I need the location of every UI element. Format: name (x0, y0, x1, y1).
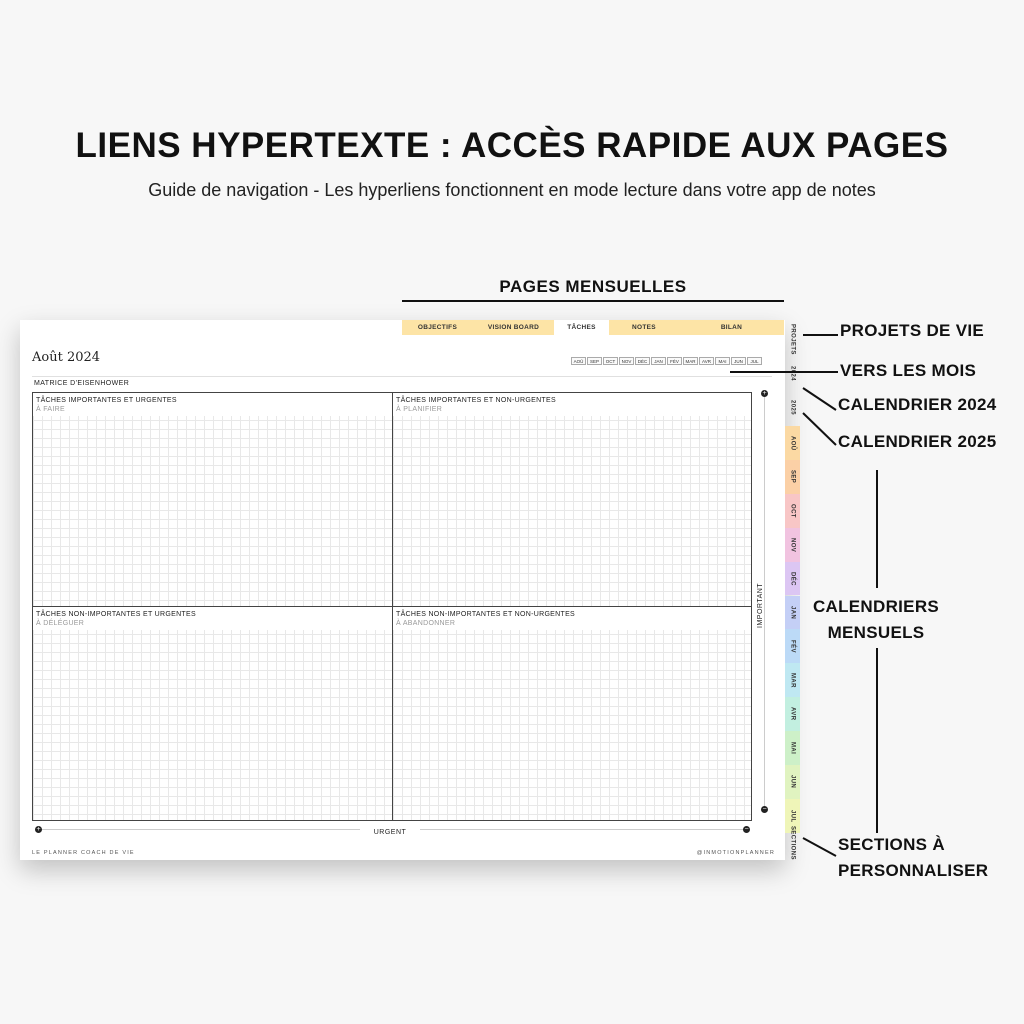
quadrant-title: TÂCHES IMPORTANTES ET URGENTES (36, 397, 177, 404)
month-link-jul[interactable]: JUL (747, 357, 762, 365)
divider (32, 376, 772, 377)
side-tab-label: JUN (789, 775, 796, 789)
month-links (571, 357, 763, 365)
month-link-fev[interactable]: FÉV (667, 357, 682, 365)
side-tab-2024[interactable]: 2024 (789, 365, 796, 381)
page-subtitle: Guide de navigation - Les hyperliens fonctionnent en mode lecture dans votre app de notes (148, 180, 876, 200)
side-tabs (785, 320, 800, 860)
side-tab-label: AVR (789, 707, 796, 721)
pages-mensuelles-line (402, 300, 784, 302)
label-pages-mensuelles: PAGES MENSUELLES (499, 277, 687, 296)
planner-page (20, 320, 796, 860)
footer-brand: LE PLANNER COACH DE VIE (32, 850, 135, 856)
side-tab-month[interactable] (785, 460, 800, 494)
footer-handle: @INMOTIONPLANNER (696, 850, 775, 856)
month-link-jun[interactable]: JUN (731, 357, 746, 365)
quadrant-title: TÂCHES IMPORTANTES ET NON-URGENTES (396, 397, 556, 404)
axis-label-urgent: URGENT (360, 829, 420, 836)
tab-vision-board[interactable]: VISION BOARD (473, 320, 554, 335)
quadrant-subtitle: À PLANIFIER (396, 406, 443, 413)
label-calendrier-2025: CALENDRIER 2025 (838, 432, 997, 451)
month-link-nov[interactable]: NOV (619, 357, 634, 365)
quadrant-eliminate[interactable] (392, 606, 752, 821)
side-tab-label: JUL (789, 809, 796, 823)
month-link-dec[interactable]: DÉC (635, 357, 650, 365)
quadrant-do[interactable] (32, 392, 393, 607)
quadrant-subtitle: À ABANDONNER (396, 620, 456, 627)
label-calendriers-mensuels: CALENDRIERS MENSUELS (812, 597, 940, 642)
quadrant-subtitle: À FAIRE (36, 406, 65, 413)
tab-notes[interactable]: NOTES (609, 320, 679, 335)
side-tab-month[interactable] (785, 426, 800, 460)
side-tab-month[interactable] (785, 528, 800, 562)
tab-bilan[interactable]: BILAN (679, 320, 784, 335)
top-tabs (402, 320, 784, 335)
label-projets-de-vie: PROJETS DE VIE (840, 321, 985, 340)
month-link-jan[interactable]: JAN (651, 357, 666, 365)
side-tab-projets[interactable]: PROJETS (789, 323, 796, 355)
side-tab-month[interactable] (785, 731, 800, 765)
side-tab-label: SEP (789, 470, 796, 484)
tab-taches[interactable]: TÂCHES (554, 320, 609, 335)
quadrant-title: TÂCHES NON-IMPORTANTES ET URGENTES (36, 611, 196, 618)
month-link-oct[interactable]: OCT (603, 357, 618, 365)
month-link-sep[interactable]: SEP (587, 357, 602, 365)
page-title: LIENS HYPERTEXTE : ACCÈS RAPIDE AUX PAGES (75, 126, 949, 165)
minus-icon: − (744, 826, 749, 833)
label-calendrier-2024: CALENDRIER 2024 (838, 395, 997, 414)
side-tab-sections[interactable]: SECTIONS (789, 825, 796, 860)
plus-icon: + (36, 826, 41, 833)
label-vers-les-mois: VERS LES MOIS (840, 361, 977, 380)
month-link-aou[interactable]: AOÛ (571, 357, 586, 365)
side-tab-label: JAN (789, 605, 796, 620)
side-tab-month[interactable] (785, 697, 800, 731)
quadrant-subtitle: À DÉLÉGUER (36, 620, 85, 627)
side-tab-label: FÉV (789, 639, 796, 653)
side-tab-label: NOV (789, 537, 796, 552)
side-tab-month[interactable] (785, 663, 800, 697)
axis-label-important: IMPORTANT (757, 582, 764, 628)
side-tab-2025[interactable]: 2025 (789, 399, 796, 415)
side-tab-label: MAR (789, 672, 796, 688)
month-link-avr[interactable]: AVR (699, 357, 714, 365)
side-tab-label: DÉC (789, 571, 796, 586)
side-tab-month[interactable] (785, 562, 800, 596)
label-sections: SECTIONS À PERSONNALISER (838, 835, 989, 880)
side-tab-month[interactable] (785, 765, 800, 799)
matrix-label: MATRICE D'EISENHOWER (34, 380, 130, 387)
month-link-mai[interactable]: MAI (715, 357, 730, 365)
side-tab-label: MAI (789, 741, 796, 755)
minus-icon: − (762, 806, 767, 813)
side-tab-label: AOÛ (789, 435, 796, 451)
tab-objectifs[interactable]: OBJECTIFS (402, 320, 473, 335)
quadrant-title: TÂCHES NON-IMPORTANTES ET NON-URGENTES (396, 611, 576, 618)
quadrant-delegate[interactable] (32, 606, 393, 821)
side-tab-month[interactable] (785, 494, 800, 528)
month-title: Août 2024 (32, 350, 101, 365)
plus-icon: + (762, 390, 767, 397)
month-link-mar[interactable]: MAR (683, 357, 698, 365)
quadrant-plan[interactable] (392, 392, 752, 607)
side-tab-label: OCT (789, 503, 796, 518)
